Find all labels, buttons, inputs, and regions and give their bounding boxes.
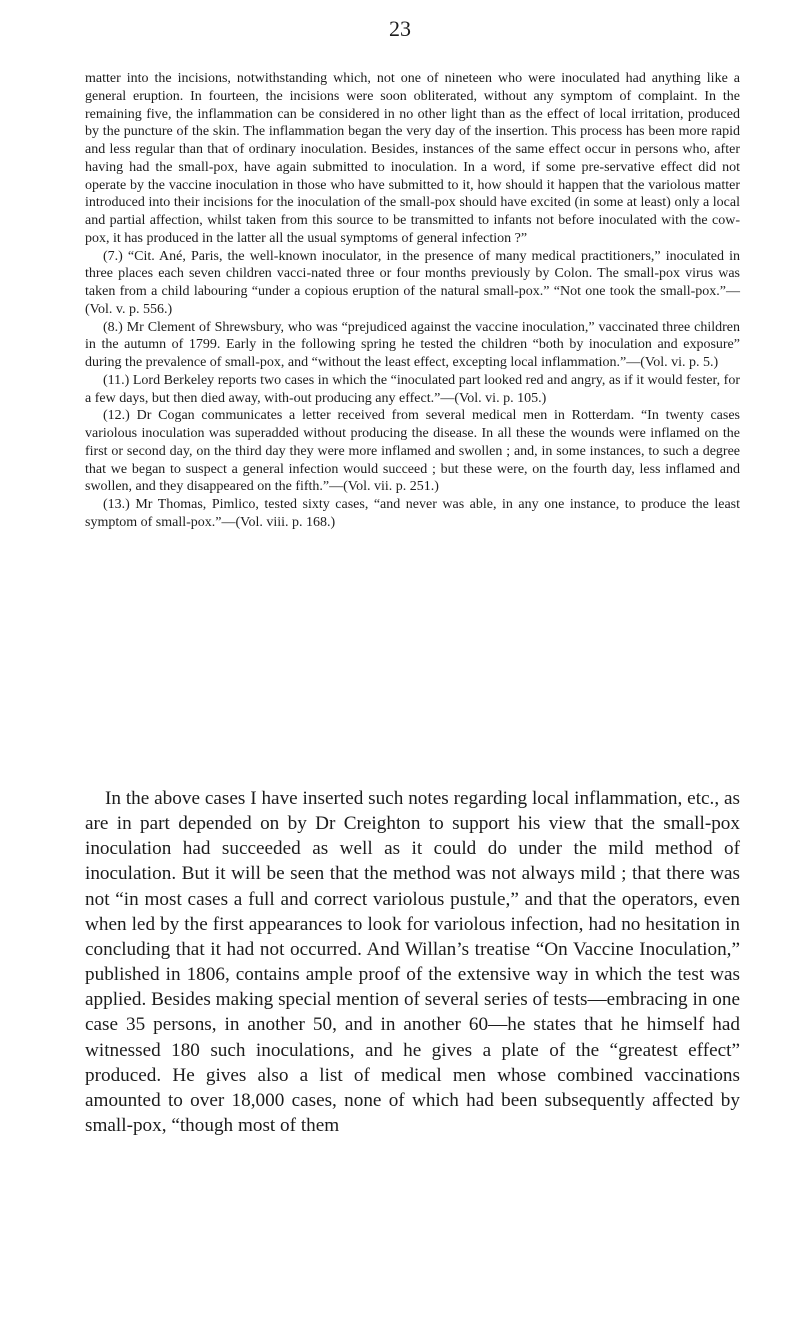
case-7-paragraph: (7.) “Cit. Ané, Paris, the well-known inoculator, in the presence of many medical practitioners,” inoculated in three places each seven children vacci-nated three or four months previously by Colon. The small-pox virus was taken from a child labouring “under a copious eruption of the natural small-pox.” “Not one took the small-pox.”—(Vol. v. p. 556.) bbox=[85, 248, 740, 317]
page-number: 23 bbox=[389, 16, 411, 41]
main-text-section bbox=[85, 786, 740, 1138]
continued-paragraph: matter into the incisions, notwithstanding which, not one of nineteen who were inoculated had anything like a general eruption. In fourteen, the incisions were soon obliterated, without any symptom of complaint. In the remaining five, the inflammation can be considered in no other light than as the effect of local irritation, produced by the puncture of the skin. The inflammation began the very day of the insertion. This process has been more rapid and less regular than that of ordinary inoculation. Besides, instances of the same effect occur in persons who, after having had the small-pox, have again submitted to inoculation. In a word, if some pre-servative effect did not operate by the vaccine inoculation in those who have submitted to it, how should it happen that the variolous matter introduced into their incisions for the inoculation of the small-pox should have excited (in some at least) only a local and partial affection, whilst taken from this source to be transmitted to infants not before inoculated with the cow-pox, it has produced in the latter all the usual symptoms of general infection ?” bbox=[85, 71, 740, 246]
commentary-paragraph: In the above cases I have inserted such notes regarding local inflammation, etc., as are in part depended on by Dr Creighton to support his view that the small-pox inoculation had succeeded as well as it could do under the mild method of inoculation. But it will be seen that the method was not always mild ; that there was not “in most cases a full and correct variolous pustule,” and that the operators, even when led by the first appearances to look for variolous infection, had no hesitation in concluding that it had not occurred. And Willan’s treatise “On Vaccine Inoculation,” published in 1806, contains ample proof of the extensive way in which the test was applied. Besides making special mention of several series of tests—embracing in one case 35 persons, in another 50, and in another 60—he states that he himself had witnessed 180 such inoculations, and he gives a plate of the “greatest effect” produced. He gives also a list of medical men whose combined vaccinations amounted to over 18,000 cases, none of which had been subsequently affected by small-pox, “though most of them bbox=[85, 788, 740, 1137]
quoted-cases-section bbox=[85, 70, 740, 532]
case-11-paragraph: (11.) Lord Berkeley reports two cases in which the “inoculated part looked red and angry, as if it would fester, for a few days, but then died away, with-out producing any effect.”—(Vol. vi. p. 105.) bbox=[85, 372, 740, 406]
case-8-paragraph: (8.) Mr Clement of Shrewsbury, who was “prejudiced against the vaccine inoculation,” vaccinated three children in the autumn of 1799. Early in the following spring he tested the children “both by inoculation and exposure” during the prevalence of small-pox, and “without the least effect, excepting local inflammation.”—(Vol. vi. p. 5.) bbox=[85, 319, 740, 370]
case-12-paragraph: (12.) Dr Cogan communicates a letter received from several medical men in Rotterdam. “In twenty cases variolous inoculation was superadded without producing the disease. In all these the wounds were inflamed on the first or second day, on the third day they were more inflamed and swollen ; and, in some instances, to such a degree that we began to suspect a general infection would succeed ; but these were, on the fourth day, less inflamed and swollen, and they disappeared on the fifth.”—(Vol. vii. p. 251.) bbox=[85, 408, 740, 495]
case-13-paragraph: (13.) Mr Thomas, Pimlico, tested sixty cases, “and never was able, in any one instance, to produce the least symptom of small-pox.”—(Vol. viii. p. 168.) bbox=[85, 497, 740, 530]
